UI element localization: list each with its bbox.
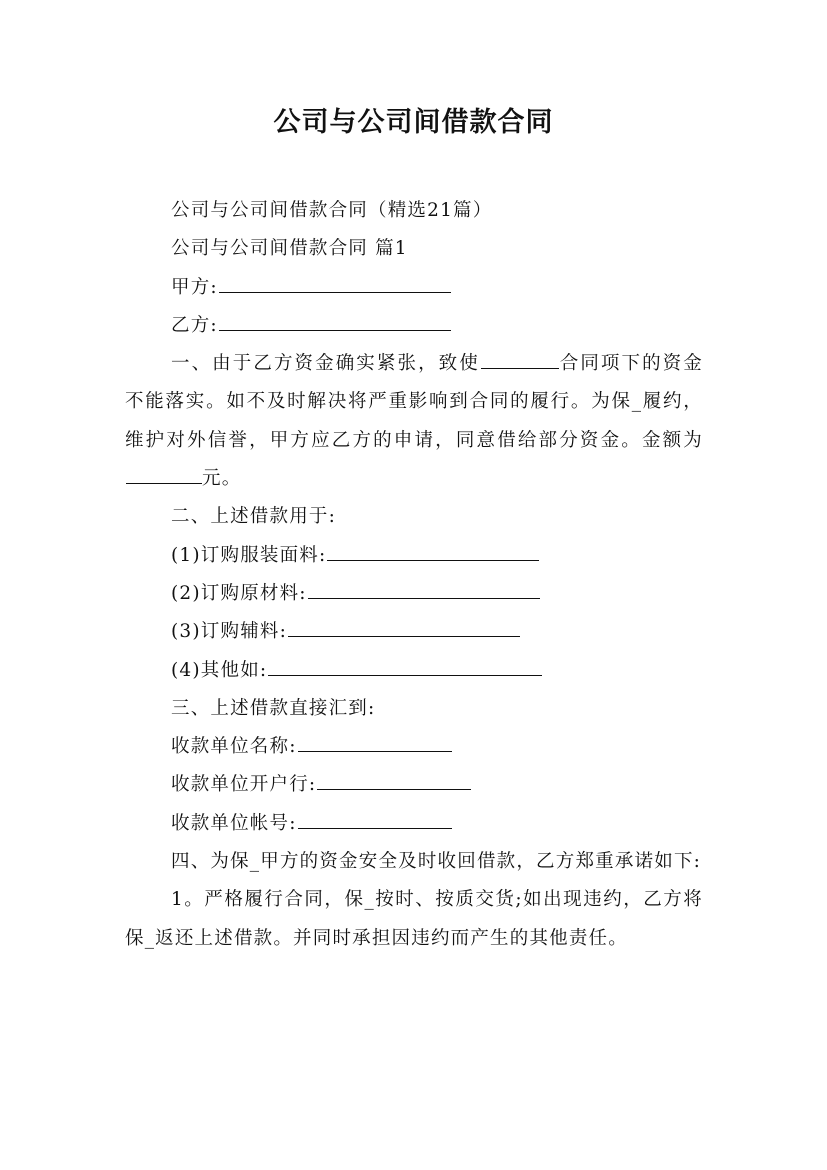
use-item-3-label: (3)订购辅料: [171,621,288,643]
payee-account-blank [298,806,452,829]
party-a-blank [219,270,451,293]
use-item-3-blank [288,614,520,637]
use-item-1-blank [327,538,539,561]
clause-1 [125,345,703,498]
use-item-4-label: (4)其他如: [171,659,268,681]
payee-name-label: 收款单位名称: [171,736,297,758]
amount-blank [126,461,202,484]
document-body [125,192,703,958]
contract-number-blank [481,346,559,369]
payee-account-line [125,805,703,843]
clause-3-heading: 三、上述借款直接汇到: [171,697,376,719]
use-item-4-blank [268,653,542,676]
clause-2-heading: 二、上述借款用于: [171,506,337,528]
payee-name-blank [298,729,452,752]
clause-1-text-a: 一、由于乙方资金确实紧张，致使 [171,353,480,375]
clause-1-text-b: 合同项下的资金不能落实。如不及时解决将严重影响到合同的履行。为保_履约，维护对外信誉，甲方应乙方的申请，同意借给部分资金。金额为 [125,353,703,451]
payee-name-line [125,728,703,766]
use-item-3 [125,613,703,651]
party-b-line [125,307,703,345]
party-b-blank [219,308,451,331]
clause-4: 四、为保_甲方的资金安全及时收回借款，乙方郑重承诺如下: [171,851,702,873]
use-item-2-blank [308,576,540,599]
party-a-label: 甲方: [171,276,218,298]
payee-bank-label: 收款单位开户行: [171,774,317,796]
use-item-2 [125,575,703,613]
party-a-line [125,269,703,307]
clause-4-item-1: 1。严格履行合同，保_按时、按质交货;如出现违约，乙方将保_返还上述借款。并同时承担因违约而产生的其他责任。 [125,889,703,949]
document-title: 公司与公司间借款合同 [273,107,554,138]
payee-bank-blank [317,767,471,790]
party-b-label: 乙方: [171,314,218,336]
use-item-1 [125,537,703,575]
payee-account-label: 收款单位帐号: [171,812,297,834]
use-item-1-label: (1)订购服装面料: [171,544,327,566]
payee-bank-line [125,766,703,804]
document-subtitle: 公司与公司间借款合同（精选21篇） [171,200,493,221]
clause-1-text-c: 元。 [202,468,242,490]
section-heading: 公司与公司间借款合同 篇1 [171,238,408,260]
use-item-4 [125,652,703,690]
use-item-2-label: (2)订购原材料: [171,582,307,604]
